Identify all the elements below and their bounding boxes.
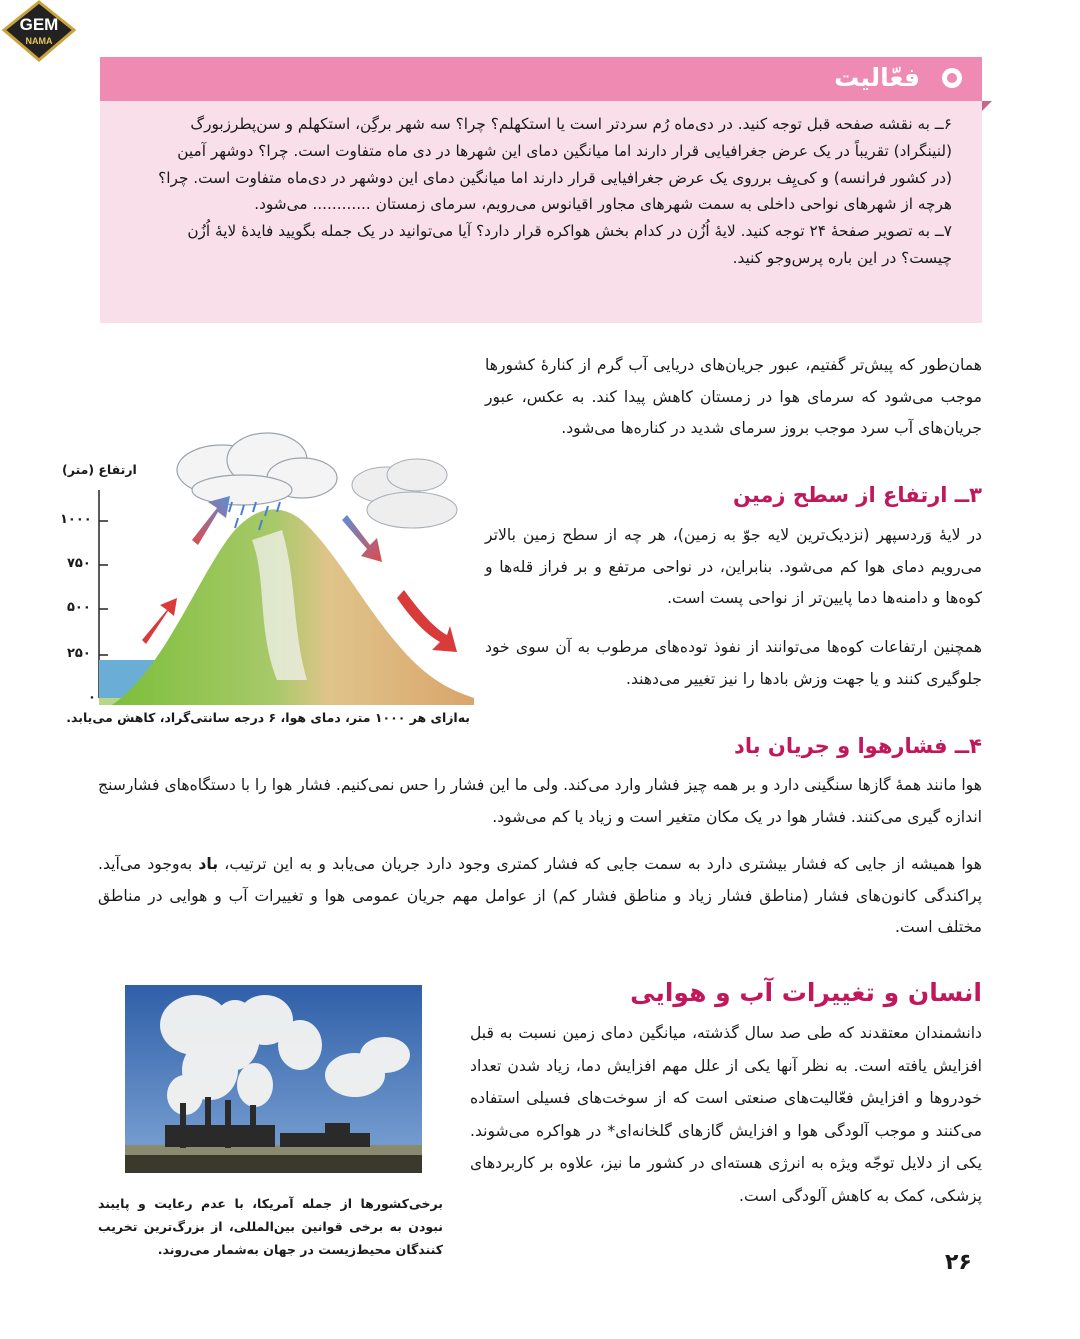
gem-nama-logo <box>0 0 78 62</box>
section3-paragraph: همچنین ارتفاعات کوه‌ها می‌توانند از نفوذ توده‌های مرطوب به آن سوی خود جلوگیری کنند و یا جهت وزش بادها را نیز تغییر می‌دهند. <box>485 638 982 688</box>
section5-heading: انسان و تغییرات آب و هوایی <box>630 978 982 1007</box>
activity-line: چیست؟ در این باره پرس‌وجو کنید. <box>732 248 952 267</box>
activity-line: (در کشور فرانسه) و کی‌یِف برروی یک عرض جغرافیایی قرار دارند اما میانگین دمای این دوشهر در دی‌ماه متفاوت است. چرا؟ <box>158 168 952 187</box>
section5-paragraph: دانشمندان معتقدند که طی صد سال گذشته، میانگین دمای زمین نسبت به قبل افزایش یافته است. به نظر آنها یکی از علل مهم افزایش دما، زیاد شدن تعداد خودروها و افزایش فعّالیت‌های صنعتی است که از سوخت‌های فسیلی استفاده می‌کنند و موجب آلودگی هوا و افزایش گازهای گلخانه‌ای* در هواکره می‌شوند. یکی از دلایل توجّه ویژه به انرژی هسته‌ای در کشور ما نیز، علاوه بر کاربردهای پزشکی، کمک به کاهش آلودگی است. <box>470 1024 982 1205</box>
activity-line: (لنینگراد) تقریباً در یک عرض جغرافیایی قرار دارند اما میانگین دمای این شهرها در دی ماه متفاوت است. چرا؟ دوشهر آمین <box>177 141 952 160</box>
tick-label: ۰ <box>88 690 96 705</box>
wind-arrow-down-right <box>397 590 457 652</box>
wind-term: باد <box>198 855 219 873</box>
cloud-right <box>352 459 457 528</box>
tick-label: ۵۰۰ <box>67 600 91 615</box>
figure2-caption: برخی‌کشورها از جمله آمریکا، با عدم رعایت و پایبند نبودن به برخی قوانین بین‌المللی، از بزرگ‌ترین تخریب کنندگان محیط‌زیست در جهان به‌شمار می‌روند. <box>98 1196 443 1257</box>
activity-bullet-icon <box>942 68 962 88</box>
activity-header <box>100 57 982 101</box>
wind-arrow-up <box>192 496 230 545</box>
activity-line: ۷ــ به تصویر صفحهٔ ۲۴ توجه کنید. لایهٔ اُزُن در کدام بخش هواکره قرار دارد؟ آیا می‌توانید در یک جمله بگویید فایدهٔ لایهٔ اُزُن <box>187 222 952 241</box>
section4-text: به‌وجود می‌آید. پراکندگی کانون‌های فشار (مناطق فشار زیاد و مناطق فشار کم) از عوامل مهم جریان عمومی هوا و تغییرات آب و هوایی در مناطق مختلف است. <box>98 855 982 936</box>
intro-paragraph: همان‌طور که پیش‌تر گفتیم، عبور جریان‌های دریایی آب گرم از کنارهٔ کشورها موجب می‌شود که سرمای هوا در زمستان کاهش پیدا کند. به عکس، عبور جریان‌های آب سرد موجب بروز سرمای شدید در کناره‌ها می‌شود. <box>485 356 982 437</box>
factory-photo <box>125 985 422 1173</box>
tick-label: ۱۰۰۰ <box>60 512 92 527</box>
section4-heading: ۴ــ فشارهوا و جریان باد <box>734 734 982 758</box>
wind-arrow-down <box>342 515 382 562</box>
activity-corner-icon <box>982 101 992 111</box>
section4-paragraph <box>98 849 982 944</box>
section3-paragraph: در لایهٔ وَردسپهر (نزدیک‌ترین لایه جوّ به زمین)، هر چه از سطح زمین بالاتر می‌رویم دمای هوا کم می‌شود. بنابراین، در نواحی مرتفع و بر فراز قله‌ها و کوه‌ها و دامنه‌ها دما پایین‌تر از نواحی پست است. <box>485 526 982 607</box>
activity-line: ۶ــ به نقشه صفحه قبل توجه کنید. در دی‌ماه رُم سردتر است یا استکهلم؟ چرا؟ سه شهر برگِن، استکهلم و سن‌پطرزبورگ <box>190 115 952 133</box>
figure1-caption: به‌ازای هر ۱۰۰۰ متر، دمای هوا، ۶ درجه سانتی‌گراد، کاهش می‌یابد. <box>66 710 470 725</box>
logo-text-bottom: NAMA <box>25 36 53 46</box>
activity-body <box>130 111 952 272</box>
activity-line: هرچه از شهرهای نواحی داخلی به سمت شهرهای مجاور اقیانوس می‌رویم، سرمای زمستان ............ می‌شود. <box>254 195 952 214</box>
section3-heading: ۳ــ ارتفاع از سطح زمین <box>732 483 982 507</box>
tick-label: ۷۵۰ <box>67 556 91 571</box>
axis-title: ارتفاع (متر) <box>62 462 137 477</box>
section4-paragraph: هوا مانند همهٔ گازها سنگینی دارد و بر همه چیز فشار وارد می‌کند. ولی ما این فشار را حس نمی‌کنیم. فشار هوا را با دستگاه‌های فشارسنج اندازه گیری می‌کنند. فشار هوا در یک مکان متغیر است و زیاد یا کم می‌شود. <box>98 776 982 826</box>
section4-text: هوا همیشه از جایی که فشار بیشتری دارد به سمت جایی که فشار کمتری وجود دارد جریان می‌یابد و به این ترتیب، <box>218 855 983 873</box>
tick-label: ۲۵۰ <box>67 646 91 661</box>
cloud-left <box>177 433 337 505</box>
activity-box <box>100 57 982 323</box>
page-number: ۲۶ <box>945 1250 972 1275</box>
activity-title: فعّالیت <box>834 63 920 92</box>
logo-text-top: GEM <box>19 15 59 34</box>
